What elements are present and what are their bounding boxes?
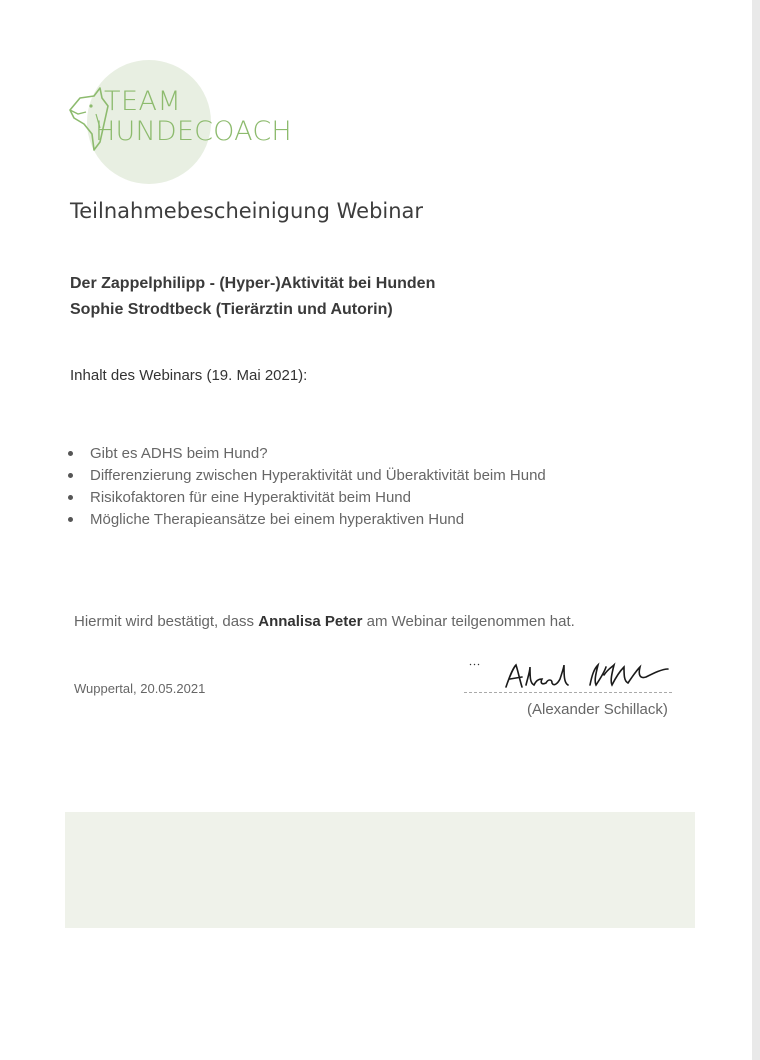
topic-item bbox=[66, 487, 546, 509]
topic-list bbox=[66, 443, 546, 531]
content-heading: Inhalt des Webinars (19. Mai 2021): bbox=[70, 367, 308, 384]
confirmation-suffix: am Webinar teilgenommen hat. bbox=[362, 613, 575, 630]
webinar-speaker: Sophie Strodtbeck (Tierärztin und Autorin) bbox=[70, 301, 393, 318]
bullet-icon bbox=[68, 517, 73, 522]
topic-text: Differenzierung zwischen Hyperaktivität und Überaktivität beim Hund bbox=[90, 467, 546, 484]
webinar-title: Der Zappelphilipp - (Hyper-)Aktivität bei Hunden bbox=[70, 275, 436, 292]
place-date: Wuppertal, 20.05.2021 bbox=[74, 681, 206, 696]
topic-text: Risikofaktoren für eine Hyperaktivität beim Hund bbox=[90, 489, 411, 506]
certificate-title: Teilnahmebescheinigung Webinar bbox=[70, 199, 424, 223]
topic-text: Gibt es ADHS beim Hund? bbox=[90, 445, 268, 462]
participant-name: Annalisa Peter bbox=[258, 613, 363, 630]
signer-name: (Alexander Schillack) bbox=[527, 701, 668, 718]
logo-text-hundecoach: HUNDECOACH bbox=[95, 116, 292, 147]
bullet-icon bbox=[68, 473, 73, 478]
topic-text: Mögliche Therapieansätze bei einem hyperaktiven Hund bbox=[90, 511, 465, 528]
signature-line bbox=[464, 692, 672, 693]
confirmation-text bbox=[74, 613, 575, 630]
topic-item bbox=[66, 443, 546, 465]
bullet-icon bbox=[68, 495, 73, 500]
footer-box bbox=[65, 812, 695, 928]
topic-item bbox=[66, 465, 546, 487]
logo-text-team: TEAM bbox=[104, 86, 182, 117]
topic-item bbox=[66, 509, 546, 531]
bullet-icon bbox=[68, 451, 73, 456]
team-hundecoach-logo bbox=[60, 60, 320, 160]
confirmation-prefix: Hiermit wird bestätigt, dass bbox=[74, 613, 259, 630]
